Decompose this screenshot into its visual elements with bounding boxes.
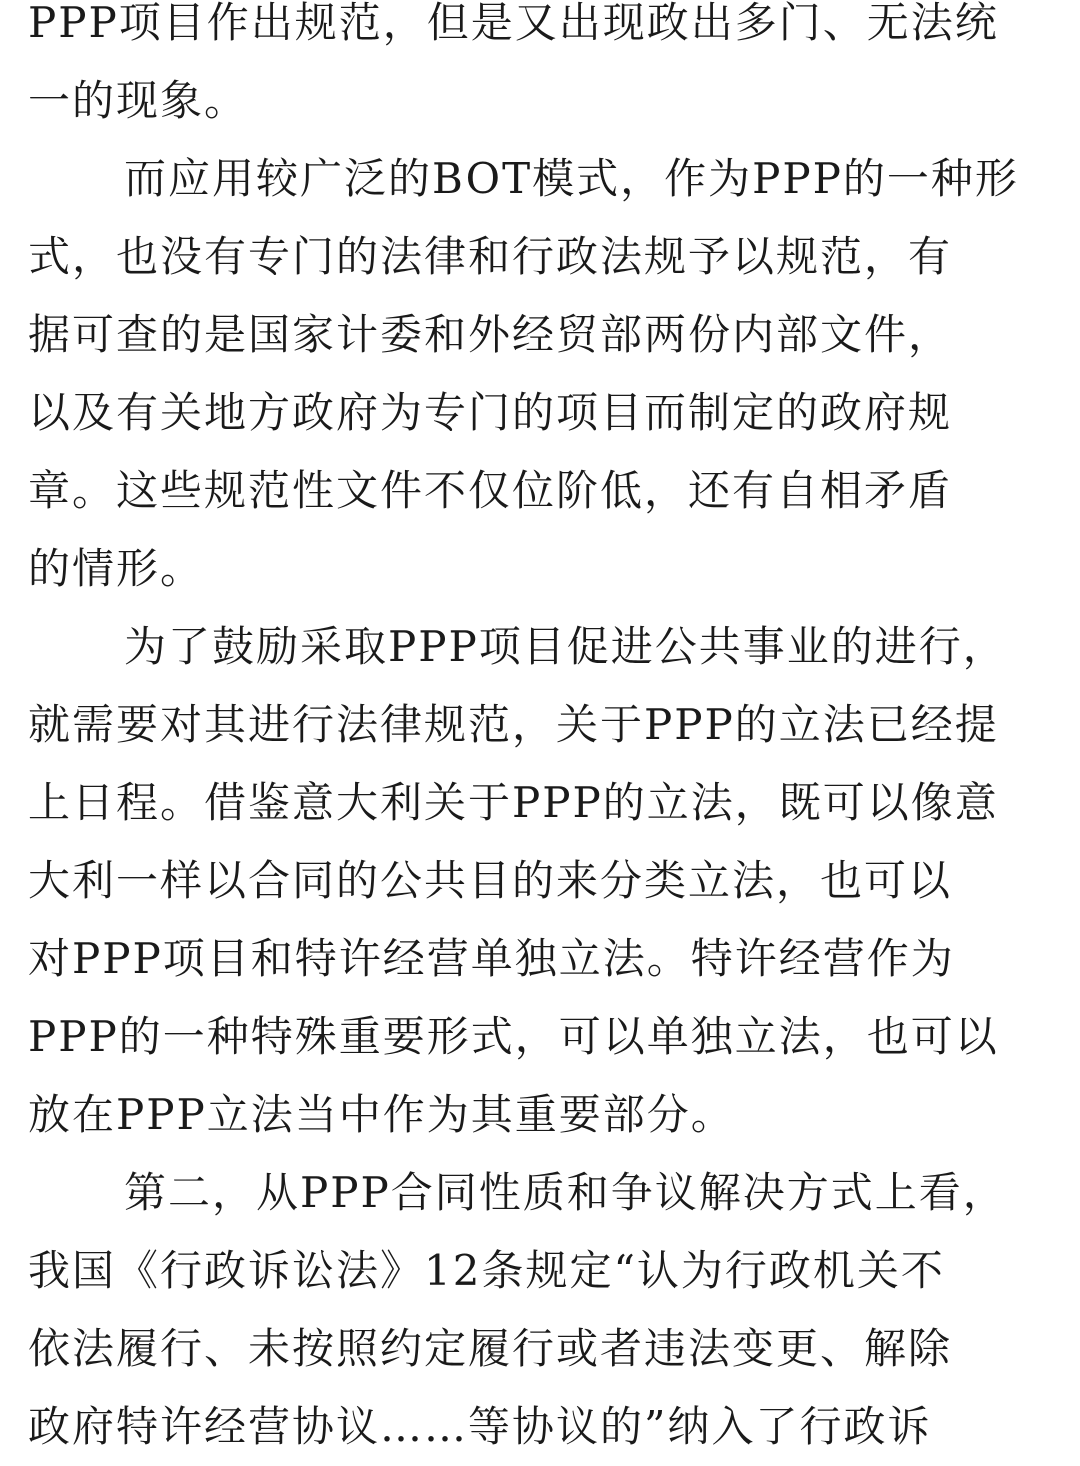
text-line: 据可查的是国家计委和外经贸部两份内部文件， [28,310,953,359]
text-line: 的情形。 [28,544,205,593]
text-line: 为了鼓励采取PPP项目促进公共事业的进行， [124,622,1007,671]
text-line: 对PPP项目和特许经营单独立法。特许经营作为 [28,934,955,983]
text-line: 以及有关地方政府为专门的项目而制定的政府规 [28,388,953,437]
text-line: 我国《行政诉讼法》12条规定“认为行政机关不 [28,1246,945,1295]
text-line: 上日程。借鉴意大利关于PPP的立法，既可以像意 [28,778,999,827]
text-line: 章。这些规范性文件不仅位阶低，还有自相矛盾 [28,466,953,515]
text-line: 式，也没有专门的法律和行政法规予以规范，有 [28,232,953,281]
text-line: 一的现象。 [28,76,249,125]
text-line: PPP项目作出规范，但是又出现政出多门、无法统 [28,0,999,47]
document-body-text [28,0,1058,1466]
text-line: 依法履行、未按照约定履行或者违法变更、解除 [28,1324,953,1373]
text-line: 政府特许经营协议……等协议的”纳入了行政诉 [28,1402,932,1451]
text-line: 放在PPP立法当中作为其重要部分。 [28,1090,735,1139]
text-line: 第二，从PPP合同性质和争议解决方式上看， [124,1168,1007,1217]
text-line: 大利一样以合同的公共目的来分类立法，也可以 [28,856,953,905]
text-line: PPP的一种特殊重要形式，可以单独立法，也可以 [28,1012,999,1061]
text-line: 就需要对其进行法律规范，关于PPP的立法已经提 [28,700,999,749]
text-line: 而应用较广泛的BOT模式，作为PPP的一种形 [124,154,1019,203]
